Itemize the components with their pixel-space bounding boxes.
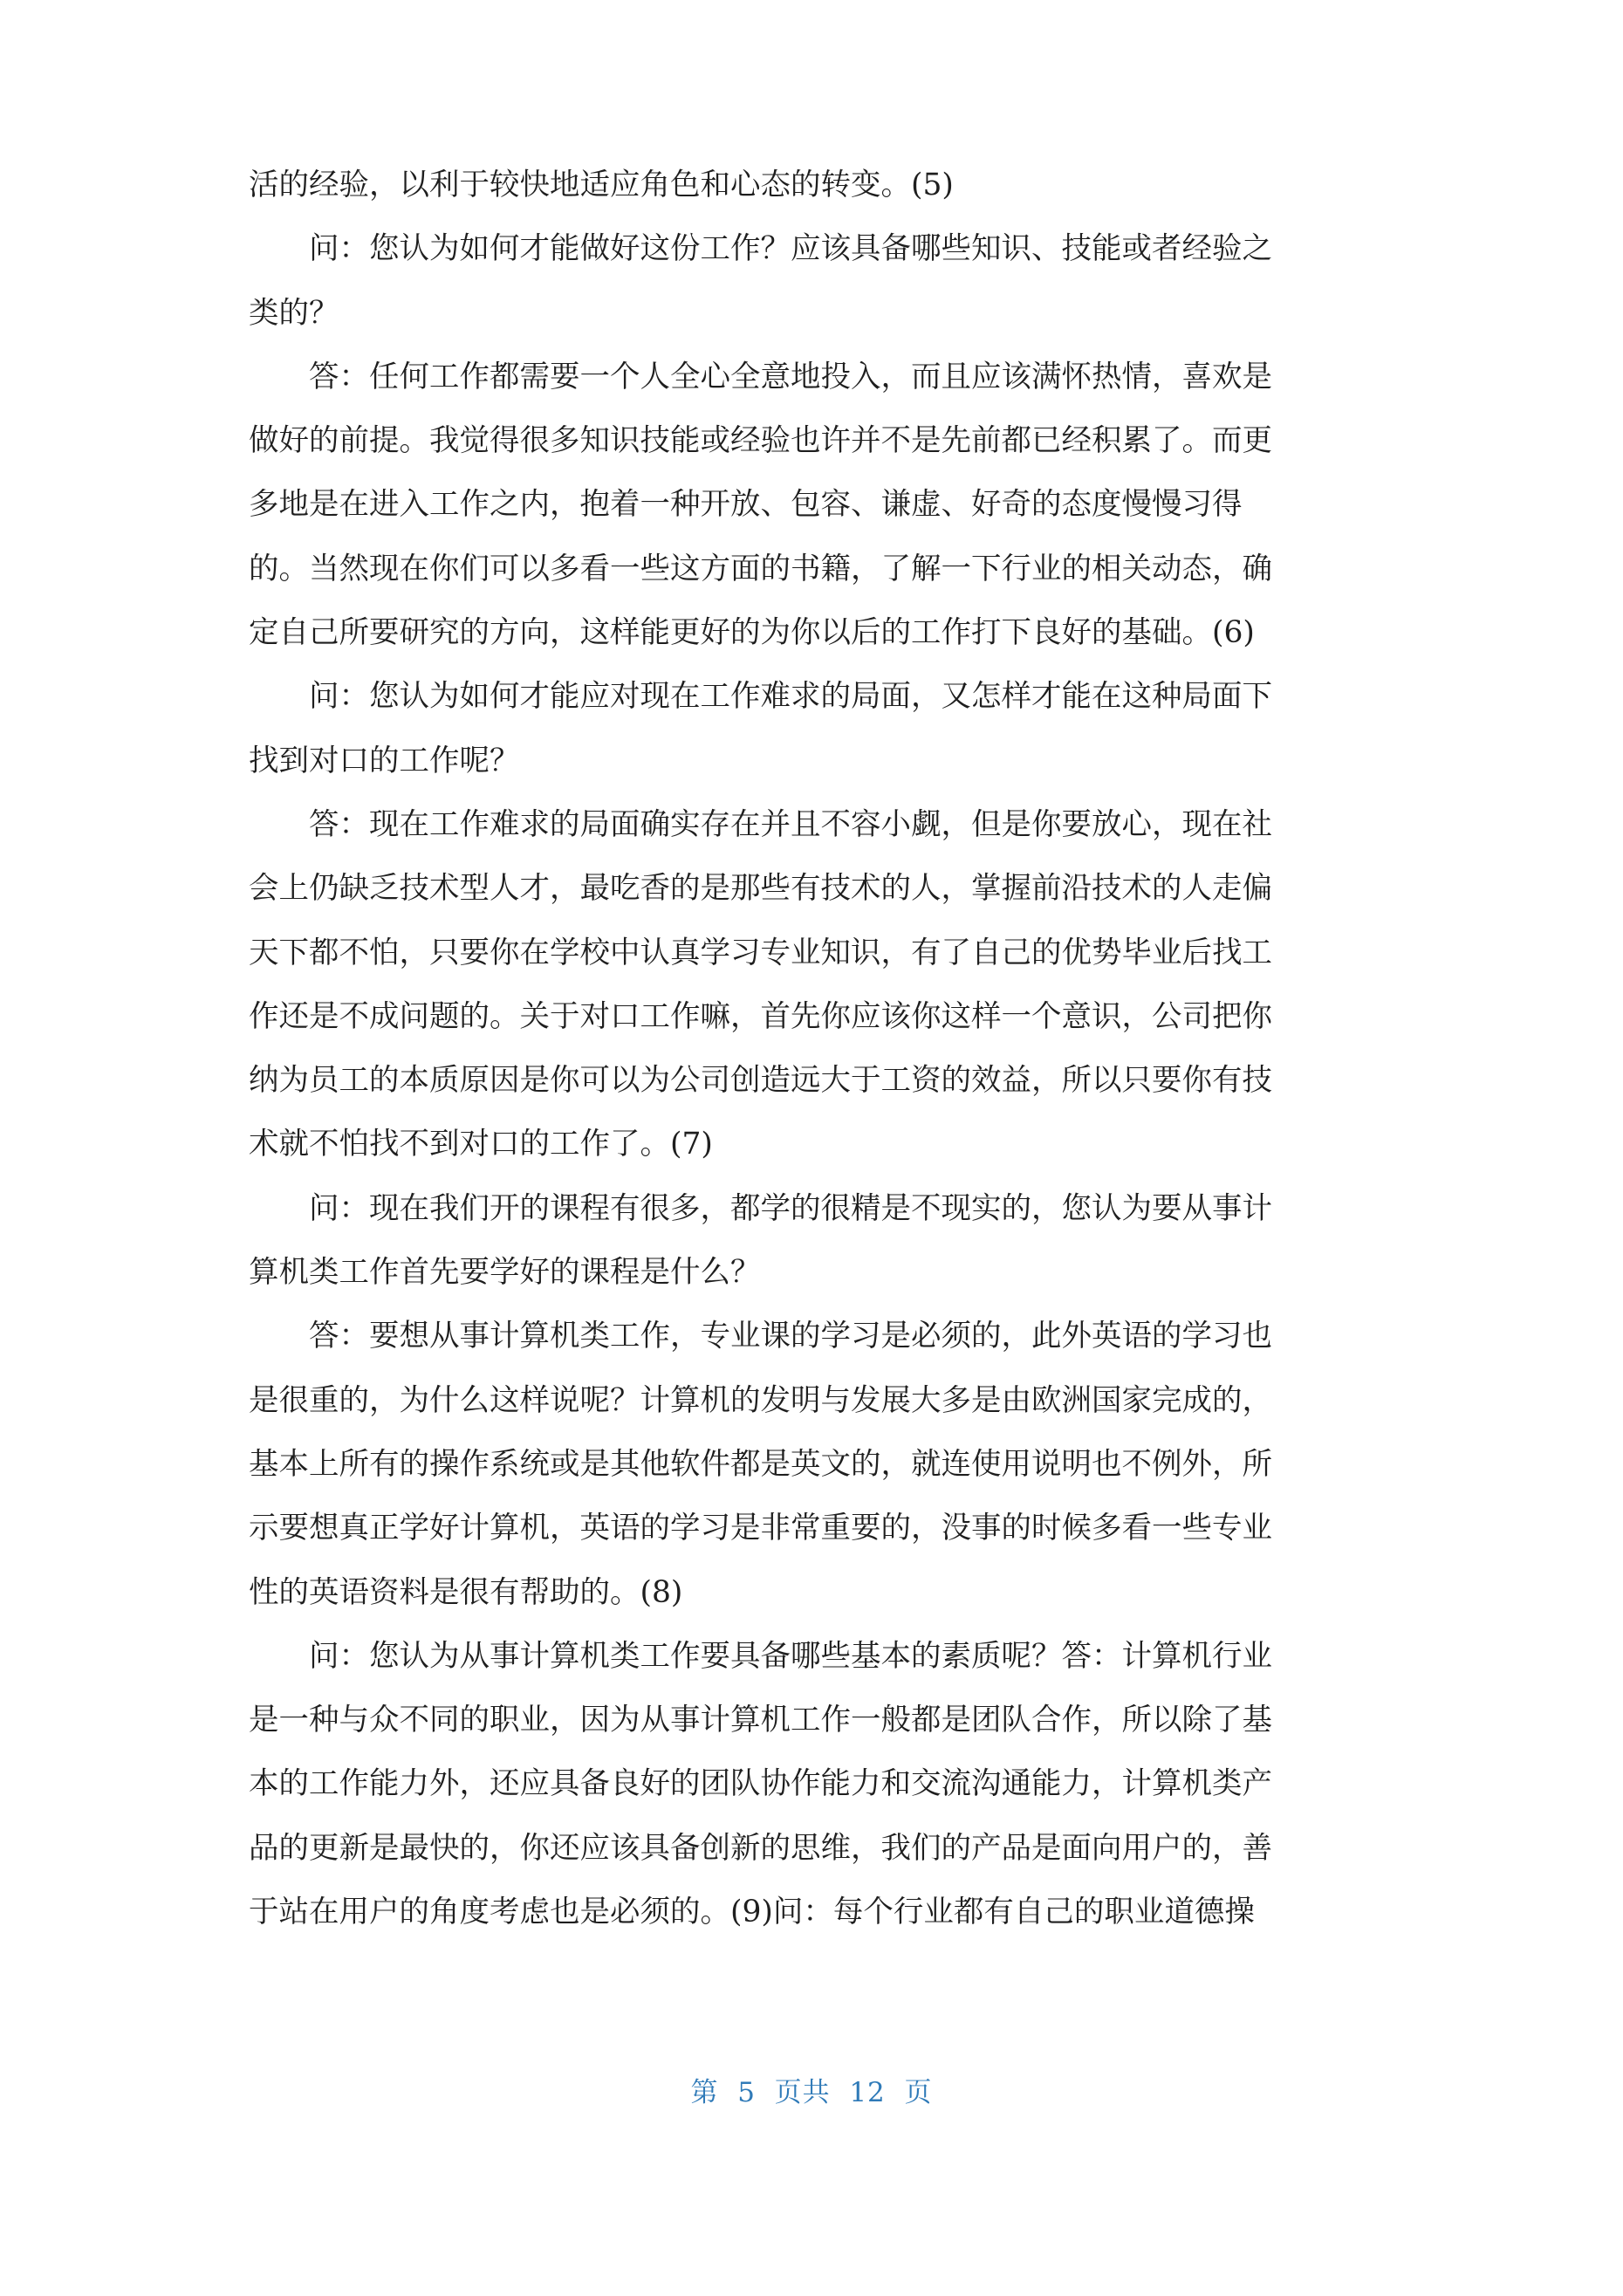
text-line: 答：任何工作都需要一个人全心全意地投入，而且应该满怀热情，喜欢是: [309, 359, 1272, 394]
text-line: 术就不怕找不到对口的工作了。(7): [249, 1127, 713, 1162]
document-body: [249, 154, 1376, 1944]
text-line: 定自己所要研究的方向，这样能更好的为你以后的工作打下良好的基础。(6): [249, 615, 1255, 651]
text-line: 多地是在进入工作之内，抱着一种开放、包容、谦虚、好奇的态度慢慢习得: [249, 487, 1243, 523]
text-line: 基本上所有的操作系统或是其他软件都是英文的，就连使用说明也不例外，所: [249, 1446, 1272, 1482]
text-line: 类的？: [249, 295, 339, 331]
text-line: 做好的前提。我觉得很多知识技能或经验也许并不是先前都已经积累了。而更: [249, 423, 1272, 459]
text-line: 问：您认为如何才能应对现在工作难求的局面，又怎样才能在这种局面下: [309, 679, 1272, 715]
text-line: 是很重的，为什么这样说呢？计算机的发明与发展大多是由欧洲国家完成的，: [249, 1382, 1272, 1418]
text-line: 品的更新是最快的，你还应该具备创新的思维，我们的产品是面向用户的，善: [249, 1830, 1272, 1866]
text-line: 答：现在工作难求的局面确实存在并且不容小觑，但是你要放心，现在社: [309, 806, 1272, 842]
text-line: 问：现在我们开的课程有很多，都学的很精是不现实的，您认为要从事计: [309, 1190, 1272, 1226]
text-line: 的。当然现在你们可以多看一些这方面的书籍，了解一下行业的相关动态，确: [249, 551, 1272, 586]
text-line: 本的工作能力外，还应具备良好的团队协作能力和交流沟通能力，计算机类产: [249, 1766, 1272, 1802]
text-line: 算机类工作首先要学好的课程是什么？: [249, 1255, 761, 1291]
text-line: 天下都不怕，只要你在学校中认真学习专业知识，有了自己的优势毕业后找工: [249, 935, 1272, 970]
text-line: 答：要想从事计算机类工作，专业课的学习是必须的，此外英语的学习也: [309, 1319, 1272, 1354]
text-line: 活的经验，以利于较快地适应角色和心态的转变。(5): [249, 168, 954, 202]
page-number-footer: 第 5 页共 12 页: [690, 2077, 933, 2108]
text-line: 示要想真正学好计算机，英语的学习是非常重要的，没事的时候多看一些专业: [249, 1511, 1272, 1546]
text-line: 问：您认为从事计算机类工作要具备哪些基本的素质呢？答：计算机行业: [309, 1638, 1272, 1674]
text-line: 性的英语资料是很有帮助的。(8): [249, 1574, 683, 1610]
text-line: 于站在用户的角度考虑也是必须的。(9)问：每个行业都有自己的职业道德操: [249, 1895, 1255, 1930]
text-line: 问：您认为如何才能做好这份工作？应该具备哪些知识、技能或者经验之: [309, 231, 1272, 267]
text-line: 是一种与众不同的职业，因为从事计算机工作一般都是团队合作，所以除了基: [249, 1703, 1272, 1738]
text-line: 找到对口的工作呢？: [249, 743, 520, 778]
text-line: 作还是不成问题的。关于对口工作嘛，首先你应该你这样一个意识，公司把你: [249, 998, 1272, 1034]
text-line: 会上仍缺乏技术型人才，最吃香的是那些有技术的人，掌握前沿技术的人走偏: [249, 871, 1272, 907]
text-line: 纳为员工的本质原因是你可以为公司创造远大于工资的效益，所以只要你有技: [249, 1063, 1272, 1099]
